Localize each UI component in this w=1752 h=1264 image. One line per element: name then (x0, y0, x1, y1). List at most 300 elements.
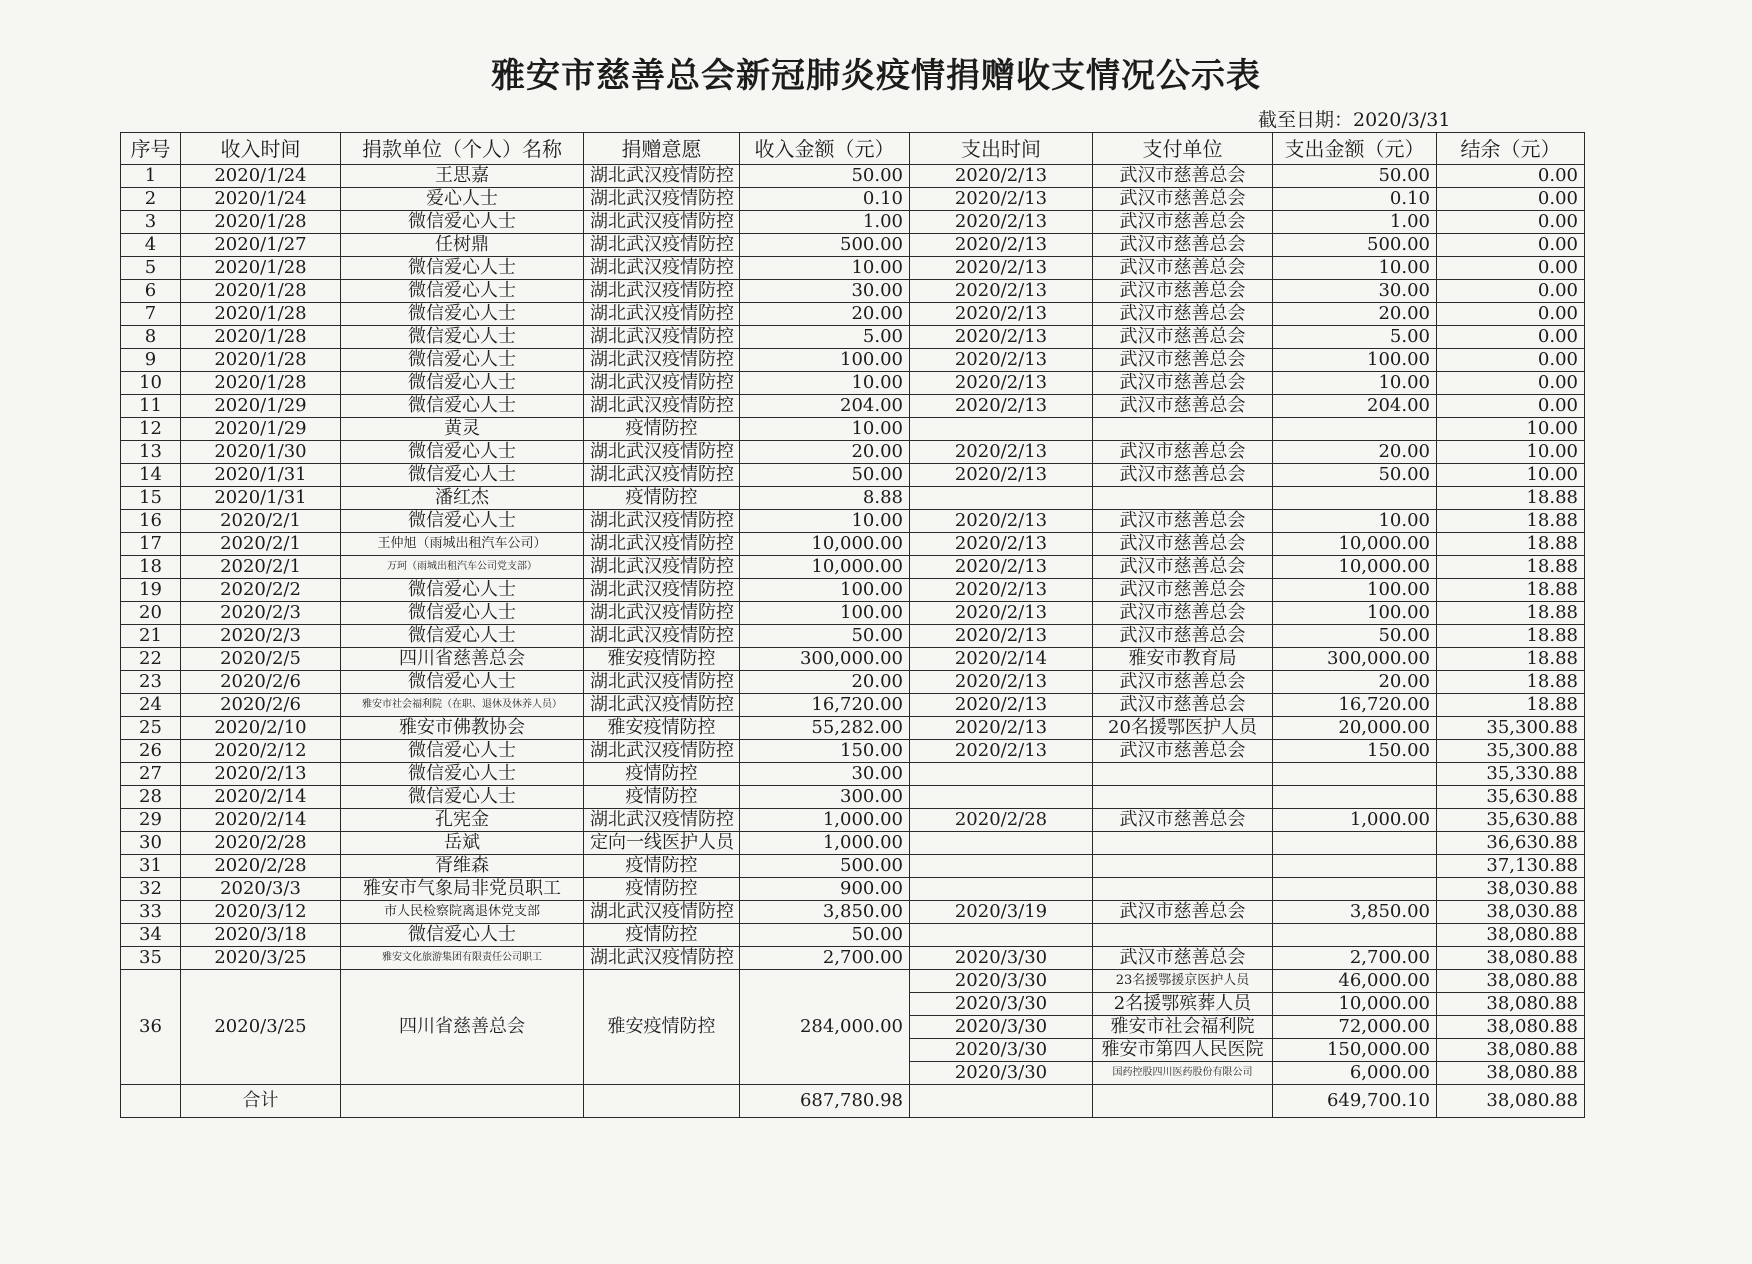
cell-expense-date: 2020/2/13 (910, 165, 1093, 188)
cell-payee: 武汉市慈善总会 (1093, 625, 1273, 648)
cell-payee: 武汉市慈善总会 (1093, 303, 1273, 326)
cell-expense-amount: 100.00 (1273, 579, 1437, 602)
cell-expense-date: 2020/2/13 (910, 211, 1093, 234)
cell-no: 26 (121, 740, 181, 763)
cell-income-amount: 1.00 (740, 211, 910, 234)
cell-balance: 0.00 (1437, 303, 1585, 326)
cell-income-amount: 100.00 (740, 579, 910, 602)
cell-income-date: 2020/2/6 (181, 694, 341, 717)
cell-expense-date: 2020/2/13 (910, 579, 1093, 602)
cell-income-date: 2020/1/28 (181, 372, 341, 395)
table-row (121, 464, 1585, 487)
cell-balance: 18.88 (1437, 533, 1585, 556)
cell-donor: 微信爱心人士 (341, 602, 584, 625)
cell-income-amount: 1,000.00 (740, 832, 910, 855)
cell-payee: 雅安市社会福利院 (1093, 1016, 1273, 1039)
cell-intent: 湖北武汉疫情防控 (584, 602, 740, 625)
header-income-date: 收入时间 (181, 133, 341, 165)
cell-intent: 湖北武汉疫情防控 (584, 211, 740, 234)
cell-income-amount: 500.00 (740, 855, 910, 878)
cell-payee: 武汉市慈善总会 (1093, 372, 1273, 395)
cell-intent: 湖北武汉疫情防控 (584, 740, 740, 763)
cell-intent: 湖北武汉疫情防控 (584, 694, 740, 717)
cell-income-date: 2020/1/27 (181, 234, 341, 257)
cell-income-amount: 150.00 (740, 740, 910, 763)
cell-balance: 0.00 (1437, 280, 1585, 303)
cell-income-amount: 10.00 (740, 510, 910, 533)
cell-income-date: 2020/1/30 (181, 441, 341, 464)
cell-payee (1093, 878, 1273, 901)
cell-income-amount: 55,282.00 (740, 717, 910, 740)
cell-payee: 武汉市慈善总会 (1093, 165, 1273, 188)
cell-balance: 35,630.88 (1437, 809, 1585, 832)
cell-income-date: 2020/3/25 (181, 970, 341, 1085)
cell-no: 19 (121, 579, 181, 602)
header-row (121, 133, 1585, 165)
cell-expense-amount: 300,000.00 (1273, 648, 1437, 671)
cell-income-date: 2020/1/28 (181, 211, 341, 234)
table-row (121, 671, 1585, 694)
cell-balance: 18.88 (1437, 648, 1585, 671)
cell-expense-amount: 10.00 (1273, 510, 1437, 533)
cell-no: 10 (121, 372, 181, 395)
header-expense-amount: 支出金额（元） (1273, 133, 1437, 165)
cell-income-amount: 10,000.00 (740, 556, 910, 579)
cell-intent: 雅安疫情防控 (584, 970, 740, 1085)
cell-payee: 武汉市慈善总会 (1093, 694, 1273, 717)
table-row (121, 970, 1585, 993)
cell-payee (1093, 786, 1273, 809)
cell-expense-date: 2020/3/30 (910, 1039, 1093, 1062)
cell-no: 28 (121, 786, 181, 809)
table-row (121, 832, 1585, 855)
cell-balance: 38,080.88 (1437, 1062, 1585, 1085)
cell-payee: 武汉市慈善总会 (1093, 234, 1273, 257)
cell-no: 4 (121, 234, 181, 257)
cell-payee (1093, 855, 1273, 878)
cell-income-date: 2020/2/14 (181, 786, 341, 809)
cell-income-amount: 10.00 (740, 372, 910, 395)
cell-balance: 38,080.88 (1437, 924, 1585, 947)
table-row (121, 188, 1585, 211)
cell-payee: 武汉市慈善总会 (1093, 395, 1273, 418)
cell-donor: 潘红杰 (341, 487, 584, 510)
table-row (121, 648, 1585, 671)
cell-intent: 湖北武汉疫情防控 (584, 441, 740, 464)
cell-payee: 武汉市慈善总会 (1093, 211, 1273, 234)
cell-expense-amount: 150.00 (1273, 740, 1437, 763)
cell-intent: 雅安疫情防控 (584, 648, 740, 671)
cell-income-date: 2020/2/13 (181, 763, 341, 786)
header-intent: 捐赠意愿 (584, 133, 740, 165)
cell-intent: 湖北武汉疫情防控 (584, 234, 740, 257)
cell-payee: 武汉市慈善总会 (1093, 441, 1273, 464)
cell-expense-amount (1273, 832, 1437, 855)
cell-income-date: 2020/1/29 (181, 395, 341, 418)
cell-expense-amount: 50.00 (1273, 165, 1437, 188)
cell-balance: 35,630.88 (1437, 786, 1585, 809)
cell-intent: 疫情防控 (584, 487, 740, 510)
cell-no: 2 (121, 188, 181, 211)
cell-expense-date: 2020/2/13 (910, 510, 1093, 533)
cell-no: 36 (121, 970, 181, 1085)
cell-expense-amount: 72,000.00 (1273, 1016, 1437, 1039)
cell-payee: 武汉市慈善总会 (1093, 188, 1273, 211)
cell-donor: 四川省慈善总会 (341, 970, 584, 1085)
cell-no: 27 (121, 763, 181, 786)
cell-no: 5 (121, 257, 181, 280)
cell-no: 13 (121, 441, 181, 464)
table-row (121, 257, 1585, 280)
cell-balance: 38,080.88 (1437, 947, 1585, 970)
cell-donor: 胥维森 (341, 855, 584, 878)
header-balance: 结余（元） (1437, 133, 1585, 165)
cell-intent: 疫情防控 (584, 763, 740, 786)
cell-expense-amount: 10.00 (1273, 257, 1437, 280)
cell-intent: 疫情防控 (584, 855, 740, 878)
cell-donor (341, 1085, 584, 1118)
cell-balance: 0.00 (1437, 372, 1585, 395)
cell-intent: 疫情防控 (584, 418, 740, 441)
cell-donor: 雅安市气象局非党员职工 (341, 878, 584, 901)
page-title: 雅安市慈善总会新冠肺炎疫情捐赠收支情况公示表 (491, 56, 1261, 96)
cell-no: 24 (121, 694, 181, 717)
cell-payee: 武汉市慈善总会 (1093, 257, 1273, 280)
cell-expense-amount: 3,850.00 (1273, 901, 1437, 924)
cell-no: 6 (121, 280, 181, 303)
table-row (121, 786, 1585, 809)
cell-expense-date: 2020/2/13 (910, 717, 1093, 740)
header-donor: 捐款单位（个人）名称 (341, 133, 584, 165)
cell-income-amount: 10.00 (740, 418, 910, 441)
cell-balance: 0.00 (1437, 257, 1585, 280)
cell-donor: 微信爱心人士 (341, 257, 584, 280)
cell-expense-amount: 10.00 (1273, 372, 1437, 395)
cell-intent (584, 1085, 740, 1118)
cell-no: 21 (121, 625, 181, 648)
table-row (121, 579, 1585, 602)
cell-balance: 0.00 (1437, 349, 1585, 372)
cell-no: 12 (121, 418, 181, 441)
cell-expense-amount: 100.00 (1273, 349, 1437, 372)
cell-income-amount: 3,850.00 (740, 901, 910, 924)
cell-expense-amount: 20.00 (1273, 441, 1437, 464)
cell-income-amount: 20.00 (740, 441, 910, 464)
cell-income-amount: 10.00 (740, 257, 910, 280)
cell-balance: 18.88 (1437, 487, 1585, 510)
cell-payee: 武汉市慈善总会 (1093, 533, 1273, 556)
cell-intent: 湖北武汉疫情防控 (584, 901, 740, 924)
cell-donor: 孔宪金 (341, 809, 584, 832)
cell-expense-date: 2020/2/13 (910, 372, 1093, 395)
table-row (121, 372, 1585, 395)
cell-expense-amount: 20.00 (1273, 671, 1437, 694)
cell-expense-date: 2020/2/13 (910, 464, 1093, 487)
cell-income-date: 2020/3/3 (181, 878, 341, 901)
cell-income-date: 2020/2/6 (181, 671, 341, 694)
cell-donor: 微信爱心人士 (341, 625, 584, 648)
total-income: 687,780.98 (740, 1085, 910, 1118)
cell-balance: 18.88 (1437, 510, 1585, 533)
cell-expense-date (910, 786, 1093, 809)
cell-expense-date: 2020/2/13 (910, 671, 1093, 694)
cell-intent: 湖北武汉疫情防控 (584, 579, 740, 602)
cell-intent: 湖北武汉疫情防控 (584, 671, 740, 694)
cell-donor: 微信爱心人士 (341, 441, 584, 464)
table-row (121, 924, 1585, 947)
cell-intent: 湖北武汉疫情防控 (584, 625, 740, 648)
cell-no: 23 (121, 671, 181, 694)
cell-income-date: 2020/1/31 (181, 464, 341, 487)
total-label: 合计 (181, 1085, 341, 1118)
cell-expense-date: 2020/2/13 (910, 234, 1093, 257)
cell-payee: 20名援鄂医护人员 (1093, 717, 1273, 740)
cell-income-date: 2020/2/28 (181, 855, 341, 878)
cell-balance: 18.88 (1437, 671, 1585, 694)
cell-donor: 微信爱心人士 (341, 510, 584, 533)
cell-intent: 疫情防控 (584, 924, 740, 947)
cell-balance: 35,300.88 (1437, 740, 1585, 763)
cell-donor: 王仲旭（雨城出租汽车公司） (341, 533, 584, 556)
table-row (121, 809, 1585, 832)
cell-income-amount: 30.00 (740, 763, 910, 786)
cell-intent: 湖北武汉疫情防控 (584, 947, 740, 970)
cell-income-amount: 1,000.00 (740, 809, 910, 832)
cell-income-date: 2020/1/29 (181, 418, 341, 441)
cell-income-date: 2020/2/14 (181, 809, 341, 832)
cell-expense-amount: 5.00 (1273, 326, 1437, 349)
cell-balance: 10.00 (1437, 418, 1585, 441)
cell-no: 31 (121, 855, 181, 878)
cell-income-amount: 20.00 (740, 303, 910, 326)
cell-income-date: 2020/1/28 (181, 349, 341, 372)
cell-expense-date: 2020/2/13 (910, 556, 1093, 579)
total-row (121, 1085, 1585, 1118)
cell-donor: 微信爱心人士 (341, 579, 584, 602)
cell-expense-amount: 1,000.00 (1273, 809, 1437, 832)
cell-payee: 武汉市慈善总会 (1093, 901, 1273, 924)
header-income-amount: 收入金额（元） (740, 133, 910, 165)
table-row (121, 717, 1585, 740)
table-row (121, 763, 1585, 786)
cell-expense-amount (1273, 487, 1437, 510)
cell-payee: 武汉市慈善总会 (1093, 556, 1273, 579)
cell-income-date: 2020/2/2 (181, 579, 341, 602)
cell-expense-amount (1273, 763, 1437, 786)
cell-balance: 18.88 (1437, 579, 1585, 602)
cell-no: 16 (121, 510, 181, 533)
cell-income-date: 2020/1/31 (181, 487, 341, 510)
cell-donor: 岳斌 (341, 832, 584, 855)
cell-income-amount: 204.00 (740, 395, 910, 418)
cell-intent: 湖北武汉疫情防控 (584, 372, 740, 395)
cell-income-date: 2020/1/28 (181, 326, 341, 349)
cell-donor: 微信爱心人士 (341, 395, 584, 418)
cell-income-date: 2020/3/18 (181, 924, 341, 947)
cell-expense-amount: 16,720.00 (1273, 694, 1437, 717)
cell-payee: 武汉市慈善总会 (1093, 510, 1273, 533)
cell-expense-date: 2020/2/14 (910, 648, 1093, 671)
table-row (121, 487, 1585, 510)
cell-expense-date: 2020/2/13 (910, 257, 1093, 280)
cell-expense-date: 2020/3/30 (910, 1062, 1093, 1085)
cell-income-amount: 100.00 (740, 602, 910, 625)
cell-expense-amount (1273, 924, 1437, 947)
cell-balance: 38,030.88 (1437, 878, 1585, 901)
cell-income-amount: 10,000.00 (740, 533, 910, 556)
cell-expense-date (910, 878, 1093, 901)
cell-income-amount: 5.00 (740, 326, 910, 349)
cell-payee (1093, 832, 1273, 855)
cell-expense-date: 2020/2/13 (910, 625, 1093, 648)
table-row (121, 418, 1585, 441)
cell-balance: 0.00 (1437, 234, 1585, 257)
cell-intent: 湖北武汉疫情防控 (584, 533, 740, 556)
cell-intent: 湖北武汉疫情防控 (584, 303, 740, 326)
header-no: 序号 (121, 133, 181, 165)
cell-payee (1093, 924, 1273, 947)
cell-donor: 雅安市佛教协会 (341, 717, 584, 740)
table-row (121, 625, 1585, 648)
cell-donor: 市人民检察院离退休党支部 (341, 901, 584, 924)
cell-donor: 黄灵 (341, 418, 584, 441)
cell-donor: 爱心人士 (341, 188, 584, 211)
cell-income-date: 2020/2/5 (181, 648, 341, 671)
cell-intent: 湖北武汉疫情防控 (584, 809, 740, 832)
cell-expense-date: 2020/2/28 (910, 809, 1093, 832)
cell-balance: 38,080.88 (1437, 1039, 1585, 1062)
cell-no: 3 (121, 211, 181, 234)
cell-income-date: 2020/2/1 (181, 556, 341, 579)
cell-intent: 湖北武汉疫情防控 (584, 395, 740, 418)
cell-payee: 武汉市慈善总会 (1093, 947, 1273, 970)
cell-expense-date (910, 487, 1093, 510)
cell-expense-date: 2020/3/30 (910, 993, 1093, 1016)
cell-no: 1 (121, 165, 181, 188)
cell-income-amount: 50.00 (740, 924, 910, 947)
cell-no: 30 (121, 832, 181, 855)
cell-expense-amount: 6,000.00 (1273, 1062, 1437, 1085)
cell-income-amount: 0.10 (740, 188, 910, 211)
cell-balance: 10.00 (1437, 464, 1585, 487)
cell-expense-date (910, 763, 1093, 786)
cell-balance: 0.00 (1437, 165, 1585, 188)
cell-expense-date (910, 924, 1093, 947)
cell-donor: 任树鼎 (341, 234, 584, 257)
cell-donor: 雅安文化旅游集团有限责任公司职工 (341, 947, 584, 970)
cell-balance: 18.88 (1437, 694, 1585, 717)
cell-income-amount: 300.00 (740, 786, 910, 809)
table-row (121, 441, 1585, 464)
header-expense-date: 支出时间 (910, 133, 1093, 165)
total-balance: 38,080.88 (1437, 1085, 1585, 1118)
cell-income-date: 2020/2/1 (181, 510, 341, 533)
donation-ledger-table (120, 132, 1585, 1118)
cell-intent: 湖北武汉疫情防控 (584, 257, 740, 280)
cell-donor: 微信爱心人士 (341, 464, 584, 487)
cell-expense-amount: 50.00 (1273, 464, 1437, 487)
cell-expense-amount: 20,000.00 (1273, 717, 1437, 740)
cell-donor: 微信爱心人士 (341, 763, 584, 786)
cell-expense-date (910, 418, 1093, 441)
cell-expense-date: 2020/2/13 (910, 602, 1093, 625)
cell-payee: 武汉市慈善总会 (1093, 809, 1273, 832)
table-row (121, 326, 1585, 349)
cell-expense-amount: 2,700.00 (1273, 947, 1437, 970)
cell-expense-amount: 204.00 (1273, 395, 1437, 418)
cell-payee: 武汉市慈善总会 (1093, 464, 1273, 487)
cell-no: 15 (121, 487, 181, 510)
cell-expense-amount: 500.00 (1273, 234, 1437, 257)
cell-intent: 定向一线医护人员 (584, 832, 740, 855)
cell-expense-amount: 1.00 (1273, 211, 1437, 234)
cell-intent: 湖北武汉疫情防控 (584, 280, 740, 303)
table-row (121, 349, 1585, 372)
cell-income-date: 2020/2/12 (181, 740, 341, 763)
cell-intent: 疫情防控 (584, 786, 740, 809)
cell-expense-date (910, 855, 1093, 878)
table-row (121, 740, 1585, 763)
cell-payee (1093, 1085, 1273, 1118)
cell-no: 14 (121, 464, 181, 487)
cell-expense-date: 2020/3/30 (910, 970, 1093, 993)
table-row (121, 234, 1585, 257)
cell-balance: 18.88 (1437, 625, 1585, 648)
cell-income-date: 2020/2/10 (181, 717, 341, 740)
cell-balance: 38,080.88 (1437, 993, 1585, 1016)
cell-intent: 湖北武汉疫情防控 (584, 464, 740, 487)
cell-expense-amount (1273, 855, 1437, 878)
cell-no: 20 (121, 602, 181, 625)
cell-expense-amount: 46,000.00 (1273, 970, 1437, 993)
cell-income-amount: 284,000.00 (740, 970, 910, 1085)
table-row (121, 280, 1585, 303)
cell-expense-amount: 30.00 (1273, 280, 1437, 303)
cell-no: 9 (121, 349, 181, 372)
table-row (121, 947, 1585, 970)
cell-expense-date: 2020/3/30 (910, 947, 1093, 970)
cell-expense-date: 2020/2/13 (910, 280, 1093, 303)
cell-no: 17 (121, 533, 181, 556)
total-expense: 649,700.10 (1273, 1085, 1437, 1118)
cell-intent: 湖北武汉疫情防控 (584, 326, 740, 349)
cell-payee: 武汉市慈善总会 (1093, 671, 1273, 694)
cell-expense-date: 2020/2/13 (910, 694, 1093, 717)
cell-income-date: 2020/2/28 (181, 832, 341, 855)
cell-expense-date: 2020/2/13 (910, 441, 1093, 464)
cell-payee (1093, 418, 1273, 441)
cell-donor: 微信爱心人士 (341, 786, 584, 809)
cell-payee: 武汉市慈善总会 (1093, 579, 1273, 602)
cell-income-amount: 100.00 (740, 349, 910, 372)
cell-no: 25 (121, 717, 181, 740)
cell-no: 18 (121, 556, 181, 579)
cell-donor: 四川省慈善总会 (341, 648, 584, 671)
cell-income-amount: 8.88 (740, 487, 910, 510)
cell-income-amount: 300,000.00 (740, 648, 910, 671)
cell-expense-amount: 20.00 (1273, 303, 1437, 326)
cell-balance: 18.88 (1437, 556, 1585, 579)
cell-balance: 36,630.88 (1437, 832, 1585, 855)
cell-payee: 雅安市教育局 (1093, 648, 1273, 671)
cell-no: 8 (121, 326, 181, 349)
cell-income-amount: 2,700.00 (740, 947, 910, 970)
cell-income-amount: 16,720.00 (740, 694, 910, 717)
cell-payee: 武汉市慈善总会 (1093, 280, 1273, 303)
cell-expense-amount: 10,000.00 (1273, 556, 1437, 579)
cell-donor: 微信爱心人士 (341, 326, 584, 349)
cell-payee: 雅安市第四人民医院 (1093, 1039, 1273, 1062)
